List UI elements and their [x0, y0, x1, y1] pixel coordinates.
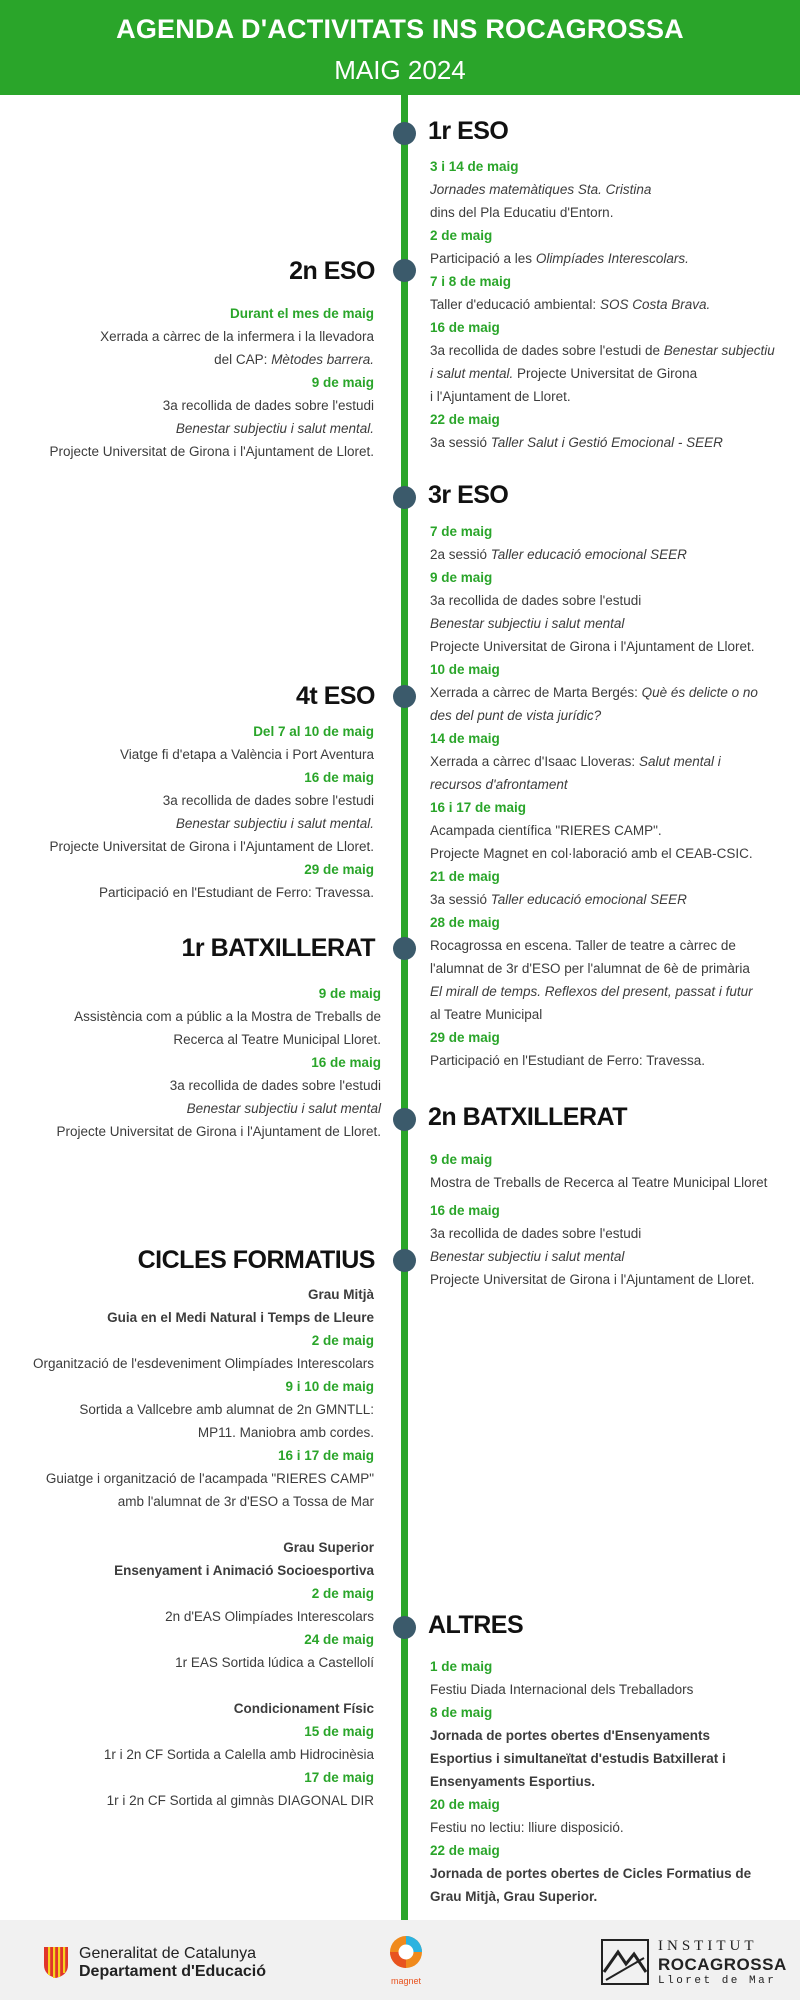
event-date: 29 de maig	[304, 862, 374, 877]
subsection-heading: Ensenyament i Animació Socioesportiva	[114, 1563, 374, 1578]
event-date: 16 de maig	[430, 320, 500, 335]
event-text: des del punt de vista jurídic?	[430, 708, 602, 723]
timeline-dot	[393, 937, 416, 960]
institut-town: Lloret de Mar	[658, 1975, 777, 1987]
event-date: 9 de maig	[311, 375, 374, 390]
event-date: 9 i 10 de maig	[285, 1379, 374, 1394]
event-text: Xerrada a càrrec d'Isaac Lloveras: Salut mental i	[430, 754, 721, 769]
event-text: 3a recollida de dades sobre l'estudi	[162, 793, 374, 808]
event-text: Guiatge i organització de l'acampada "RIERES CAMP"	[45, 1471, 374, 1486]
event-text: 3a sessió Taller Salut i Gestió Emocional - SEER	[430, 435, 723, 450]
event-date: Durant el mes de maig	[229, 306, 374, 321]
section-3r-eso	[430, 520, 800, 1072]
timeline-dot	[393, 259, 416, 282]
event-text: Grau Mitjà, Grau Superior.	[430, 1889, 598, 1904]
event-text: Viatge fi d'etapa a València i Port Aventura	[119, 747, 374, 762]
event-text: 1r EAS Sortida lúdica a Castellolí	[175, 1655, 374, 1670]
timeline-dot	[393, 1616, 416, 1639]
event-date: 2 de maig	[311, 1333, 374, 1348]
event-text: 3a recollida de dades sobre l'estudi	[162, 398, 374, 413]
event-text: Projecte Universitat de Girona i l'Ajuntament de Lloret.	[49, 444, 374, 459]
timeline-dot	[393, 486, 416, 509]
event-date: 24 de maig	[304, 1632, 374, 1647]
event-date: 8 de maig	[430, 1705, 493, 1720]
event-date: 28 de maig	[430, 915, 500, 930]
event-text: Recerca al Teatre Municipal Lloret.	[173, 1032, 381, 1047]
event-text: Xerrada a càrrec de Marta Bergés: Què és delicte o no	[430, 685, 758, 700]
event-text: Esportius i simultaneïtat d'estudis Batxillerat i	[430, 1751, 726, 1766]
event-date: 22 de maig	[430, 412, 500, 427]
timeline-dot	[393, 1108, 416, 1131]
event-text: Xerrada a càrrec de la infermera i la llevadora	[100, 329, 374, 344]
section-1r-batxillerat	[6, 982, 381, 1143]
event-text: 3a sessió Taller educació emocional SEER	[430, 892, 687, 907]
event-text: 1r i 2n CF Sortida al gimnàs DIAGONAL DIR	[106, 1793, 374, 1808]
event-date: 20 de maig	[430, 1797, 500, 1812]
event-date: 9 de maig	[318, 986, 381, 1001]
event-text: 3a recollida de dades sobre l'estudi	[169, 1078, 381, 1093]
magnet-icon	[388, 1934, 424, 1970]
senyera-icon	[42, 1945, 70, 1979]
event-text: 2a sessió Taller educació emocional SEER	[430, 547, 687, 562]
timeline-dot	[393, 122, 416, 145]
timeline-line	[401, 95, 408, 1920]
event-text: Taller d'educació ambiental: SOS Costa Brava.	[430, 297, 711, 312]
section-title-4t-eso: 4t ESO	[296, 682, 375, 710]
institut-label: INSTITUT	[658, 1938, 758, 1954]
event-text: MP11. Maniobra amb cordes.	[197, 1425, 374, 1440]
section-title-cicles-formatius: CICLES FORMATIUS	[137, 1246, 375, 1274]
subsection-heading: Grau Mitjà	[307, 1287, 374, 1302]
generalitat-logo	[42, 1945, 266, 1984]
institut-logo	[600, 1938, 787, 1991]
event-date: 22 de maig	[430, 1843, 500, 1858]
section-altres	[430, 1655, 800, 1908]
event-text: Ensenyaments Esportius.	[430, 1774, 596, 1789]
event-text: i l'Ajuntament de Lloret.	[430, 389, 571, 404]
subsection-heading: Condicionament Físic	[233, 1701, 374, 1716]
event-date: 10 de maig	[430, 662, 500, 677]
event-date: 15 de maig	[304, 1724, 374, 1739]
event-text: Mostra de Treballs de Recerca al Teatre Municipal Lloret	[430, 1175, 768, 1190]
event-text: Benestar subjectiu i salut mental.	[175, 816, 374, 831]
institut-name: ROCAGROSSA	[658, 1955, 787, 1974]
event-date: 16 de maig	[430, 1203, 500, 1218]
event-text: Projecte Universitat de Girona i l'Ajuntament de Lloret.	[430, 639, 755, 654]
section-title-1r-batxillerat: 1r BATXILLERAT	[181, 934, 375, 962]
event-text: 1r i 2n CF Sortida a Calella amb Hidrocinèsia	[103, 1747, 374, 1762]
event-text: 3a recollida de dades sobre l'estudi	[430, 1226, 642, 1241]
event-date: 14 de maig	[430, 731, 500, 746]
timeline-dot	[393, 685, 416, 708]
event-text: Benestar subjectiu i salut mental	[430, 616, 625, 631]
section-title-2n-batxillerat: 2n BATXILLERAT	[428, 1103, 628, 1131]
section-4t-eso	[0, 720, 374, 904]
event-text: Rocagrossa en escena. Taller de teatre a càrrec de	[430, 938, 736, 953]
event-text: Participació en l'Estudiant de Ferro: Travessa.	[99, 885, 374, 900]
section-title-2n-eso: 2n ESO	[289, 257, 375, 285]
event-text: Jornada de portes obertes d'Ensenyaments	[430, 1728, 711, 1743]
department-name: Departament d'Educació	[79, 1963, 266, 1980]
event-text: Organització de l'esdeveniment Olimpíades Interescolars	[33, 1356, 374, 1371]
event-text: recursos d'afrontament	[430, 777, 568, 792]
section-2n-batxillerat	[430, 1148, 800, 1291]
event-text: del CAP: Mètodes barrera.	[214, 352, 374, 367]
page-subtitle: MAIG 2024	[334, 55, 466, 85]
event-date: 7 i 8 de maig	[430, 274, 512, 289]
event-text: Projecte Universitat de Girona i l'Ajuntament de Lloret.	[430, 1272, 755, 1287]
event-text: Participació en l'Estudiant de Ferro: Travessa.	[430, 1053, 705, 1068]
event-text: Sortida a Vallcebre amb alumnat de 2n GMNTLL:	[79, 1402, 374, 1417]
event-date: 16 i 17 de maig	[430, 800, 527, 815]
subsection-heading: Guia en el Medi Natural i Temps de Lleure	[107, 1310, 374, 1325]
event-text: El mirall de temps. Reflexos del present, passat i futur	[430, 984, 753, 999]
event-date: 9 de maig	[430, 570, 493, 585]
generalitat-name: Generalitat de Catalunya	[79, 1945, 256, 1962]
event-text: 3a recollida de dades sobre l'estudi	[430, 593, 642, 608]
event-text: Benestar subjectiu i salut mental	[186, 1101, 381, 1116]
event-date: 7 de maig	[430, 524, 493, 539]
event-text: Projecte Magnet en col·laboració amb el CEAB-CSIC.	[430, 846, 753, 861]
rocagrossa-icon	[600, 1938, 650, 1986]
event-text: amb l'alumnat de 3r d'ESO a Tossa de Mar	[117, 1494, 374, 1509]
event-date: 21 de maig	[430, 869, 500, 884]
event-date: 3 i 14 de maig	[430, 159, 519, 174]
page-header	[0, 0, 800, 95]
event-text: l'alumnat de 3r d'ESO per l'alumnat de 6è de primària	[430, 961, 750, 976]
event-text: i salut mental. Projecte Universitat de Girona	[430, 366, 698, 381]
magnet-label: magnet	[390, 1976, 422, 1986]
event-date: 29 de maig	[430, 1030, 500, 1045]
event-text: Benestar subjectiu i salut mental	[430, 1249, 625, 1264]
event-date: 16 de maig	[304, 770, 374, 785]
event-text: Jornada de portes obertes de Cicles Formatius de	[430, 1866, 752, 1881]
event-text: Assistència com a públic a la Mostra de Treballs de	[74, 1009, 381, 1024]
event-text: Benestar subjectiu i salut mental.	[175, 421, 374, 436]
event-text: dins del Pla Educatiu d'Entorn.	[430, 205, 614, 220]
timeline-dot	[393, 1249, 416, 1272]
spacer	[0, 1674, 374, 1697]
event-text: al Teatre Municipal	[430, 1007, 543, 1022]
section-title-3r-eso: 3r ESO	[428, 481, 509, 509]
event-text: Projecte Universitat de Girona i l'Ajuntament de Lloret.	[56, 1124, 381, 1139]
event-date: 2 de maig	[430, 228, 493, 243]
event-date: 17 de maig	[304, 1770, 374, 1785]
event-text: Festiu no lectiu: lliure disposició.	[430, 1820, 624, 1835]
page-footer	[0, 1920, 800, 2000]
event-text: Participació a les Olimpíades Interescolars.	[430, 251, 689, 266]
section-2n-eso	[0, 302, 374, 463]
event-text: 3a recollida de dades sobre l'estudi de Benestar subjectiu	[430, 343, 775, 358]
event-text: 2n d'EAS Olimpíades Interescolars	[165, 1609, 374, 1624]
event-date: 1 de maig	[430, 1659, 493, 1674]
event-text: Festiu Diada Internacional dels Treballadors	[430, 1682, 694, 1697]
magnet-logo	[386, 1934, 426, 1986]
section-title-altres: ALTRES	[428, 1611, 524, 1639]
section-title-1r-eso: 1r ESO	[428, 117, 509, 145]
event-date: 9 de maig	[430, 1152, 493, 1167]
event-date: 16 de maig	[311, 1055, 381, 1070]
event-text: Acampada científica "RIERES CAMP".	[430, 823, 662, 838]
event-text: Projecte Universitat de Girona i l'Ajuntament de Lloret.	[49, 839, 374, 854]
event-date: 16 i 17 de maig	[277, 1448, 374, 1463]
event-text: Jornades matemàtiques Sta. Cristina	[430, 182, 652, 197]
spacer	[0, 1513, 374, 1536]
event-date: Del 7 al 10 de maig	[253, 724, 374, 739]
section-1r-eso	[430, 155, 800, 454]
subsection-heading: Grau Superior	[283, 1540, 374, 1555]
event-date: 2 de maig	[311, 1586, 374, 1601]
section-cicles-formatius	[0, 1283, 374, 1812]
page-title: AGENDA D'ACTIVITATS INS ROCAGROSSA	[116, 14, 684, 44]
